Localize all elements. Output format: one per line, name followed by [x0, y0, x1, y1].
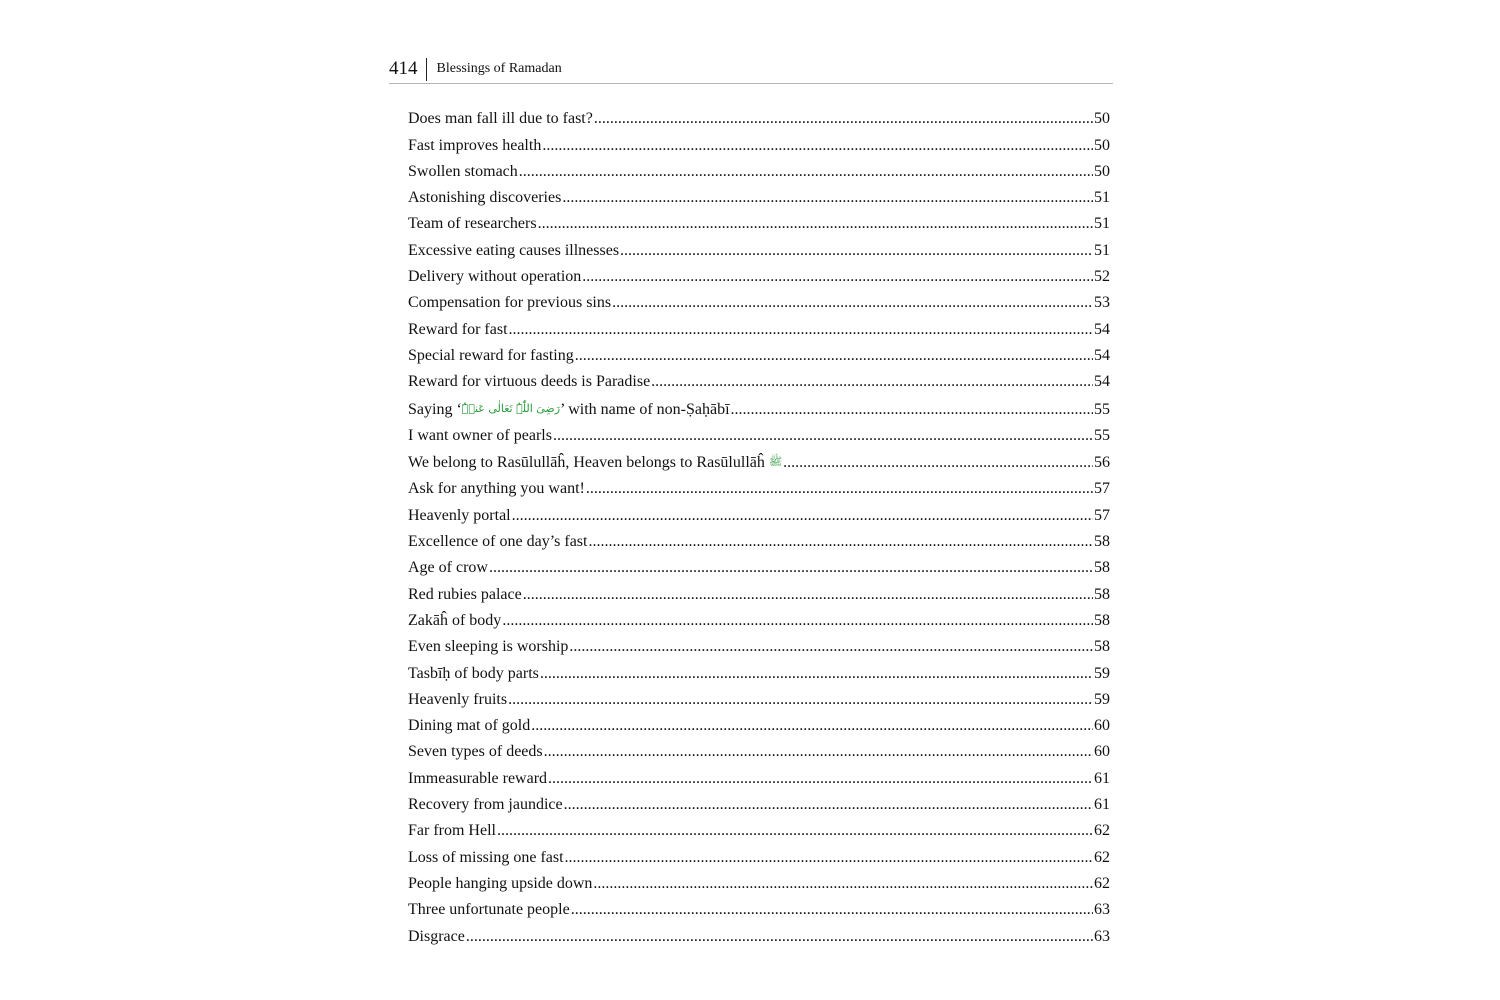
- dot-leader: [502, 611, 1093, 631]
- toc-entry-title: Seven types of deeds: [408, 743, 543, 761]
- toc-entry-title: Excessive eating causes illnesses: [408, 241, 620, 259]
- toc-entry-title: Swollen stomach: [408, 162, 518, 180]
- toc-entry-title-after: ’ with name of non-Ṣaḥābī: [560, 400, 730, 418]
- dot-leader: [512, 506, 1093, 526]
- toc-entry: [408, 208, 1110, 234]
- toc-entry-page: 63: [1094, 927, 1110, 945]
- dot-leader: [508, 690, 1093, 710]
- toc-entry-title: [408, 399, 731, 420]
- toc-entry: [408, 129, 1110, 155]
- dot-leader: [553, 426, 1093, 446]
- toc-entry: [408, 631, 1110, 657]
- dot-leader: [489, 558, 1093, 578]
- toc-entry: [408, 526, 1110, 552]
- toc-entry: [408, 657, 1110, 683]
- toc-entry-page: 63: [1094, 901, 1110, 919]
- toc-entry-title: Team of researchers: [408, 215, 537, 233]
- toc-entry: [408, 499, 1110, 525]
- toc-entry: [408, 420, 1110, 446]
- salutation-symbol: ﷺ: [768, 455, 783, 469]
- toc-entry: [408, 789, 1110, 815]
- toc-entry-page: 62: [1094, 874, 1110, 892]
- honorific-phrase: رَضِیَ اللّٰہُ تَعَالٰی عَنۡہُ: [461, 401, 561, 415]
- toc-entry-title: Reward for virtuous deeds is Paradise: [408, 373, 651, 391]
- toc-entry: [408, 841, 1110, 867]
- toc-entry-page: 57: [1094, 480, 1110, 498]
- toc-entry-page: 62: [1094, 848, 1110, 866]
- toc-entry: [408, 736, 1110, 762]
- dot-leader: [612, 293, 1093, 313]
- toc-entry-title: Special reward for fasting: [408, 346, 574, 364]
- toc-entry-page: 59: [1094, 664, 1110, 682]
- toc-entry: [408, 340, 1110, 366]
- toc-entry-page: 59: [1094, 690, 1110, 708]
- toc-entry: [408, 815, 1110, 841]
- toc-entry-title: Astonishing discoveries: [408, 189, 562, 207]
- dot-leader: [594, 109, 1093, 129]
- toc-entry-page: 58: [1094, 559, 1110, 577]
- table-of-contents: [408, 103, 1110, 947]
- toc-entry-title: Zakāĥ of body: [408, 611, 502, 629]
- toc-entry-title: Age of crow: [408, 559, 488, 577]
- toc-entry: [408, 868, 1110, 894]
- toc-entry: [408, 261, 1110, 287]
- toc-entry: [408, 920, 1110, 946]
- toc-entry-title: Delivery without operation: [408, 268, 582, 286]
- toc-entry: [408, 552, 1110, 578]
- toc-entry-page: 60: [1094, 717, 1110, 735]
- toc-entry: [408, 156, 1110, 182]
- toc-entry-page: 53: [1094, 294, 1110, 312]
- toc-entry-page: 58: [1094, 638, 1110, 656]
- toc-entry-title: Heavenly fruits: [408, 690, 508, 708]
- dot-leader: [731, 400, 1093, 420]
- toc-entry-page: 51: [1094, 189, 1110, 207]
- dot-leader: [519, 162, 1093, 182]
- toc-entry: [408, 287, 1110, 313]
- toc-entry: [408, 313, 1110, 339]
- toc-entry-title: Red rubies palace: [408, 585, 522, 603]
- toc-entry: [408, 366, 1110, 392]
- toc-entry: [408, 578, 1110, 604]
- toc-entry-title: Even sleeping is worship: [408, 638, 569, 656]
- toc-entry-title: Excellence of one day’s fast: [408, 533, 588, 551]
- toc-entry-page: 54: [1094, 373, 1110, 391]
- toc-entry-page: 57: [1094, 506, 1110, 524]
- dot-leader: [571, 900, 1093, 920]
- toc-entry: [408, 684, 1110, 710]
- running-header: [389, 55, 1113, 84]
- toc-entry-page: 62: [1094, 822, 1110, 840]
- dot-leader: [575, 346, 1093, 366]
- toc-entry: [408, 446, 1110, 473]
- toc-entry-page: 50: [1094, 136, 1110, 154]
- toc-entry-page: 50: [1094, 162, 1110, 180]
- toc-entry-page: 56: [1094, 454, 1110, 472]
- toc-entry-page: 58: [1094, 585, 1110, 603]
- dot-leader: [562, 188, 1093, 208]
- toc-entry-title: Heavenly portal: [408, 506, 511, 524]
- toc-entry-title: Does man fall ill due to fast?: [408, 110, 593, 128]
- dot-leader: [620, 241, 1093, 261]
- toc-entry-title: I want owner of pearls: [408, 426, 552, 444]
- dot-leader: [588, 532, 1093, 552]
- dot-leader: [509, 320, 1093, 340]
- dot-leader: [538, 214, 1093, 234]
- toc-entry-title-before: Saying ‘: [408, 400, 462, 418]
- toc-entry-title: Disgrace: [408, 927, 465, 945]
- dot-leader: [593, 874, 1093, 894]
- dot-leader: [497, 821, 1093, 841]
- dot-leader: [565, 848, 1093, 868]
- toc-entry-page: 61: [1094, 796, 1110, 814]
- toc-entry: [408, 182, 1110, 208]
- toc-entry-title: Compensation for previous sins: [408, 294, 612, 312]
- toc-entry-page: 54: [1094, 346, 1110, 364]
- toc-entry-page: 54: [1094, 320, 1110, 338]
- dot-leader: [651, 372, 1093, 392]
- toc-entry: [408, 605, 1110, 631]
- dot-leader: [540, 664, 1093, 684]
- toc-entry-title: Far from Hell: [408, 822, 496, 840]
- toc-entry-title: People hanging upside down: [408, 874, 593, 892]
- toc-entry-title: Three unfortunate people: [408, 901, 570, 919]
- toc-entry-page: 55: [1094, 400, 1110, 418]
- toc-entry-title: Reward for fast: [408, 320, 508, 338]
- toc-entry-page: 61: [1094, 769, 1110, 787]
- toc-entry-page: 52: [1094, 268, 1110, 286]
- dot-leader: [783, 453, 1093, 473]
- dot-leader: [586, 479, 1093, 499]
- toc-entry-page: 55: [1094, 426, 1110, 444]
- toc-entry: [408, 894, 1110, 920]
- toc-entry-title: [408, 452, 783, 473]
- toc-entry-page: 51: [1094, 215, 1110, 233]
- dot-leader: [548, 769, 1093, 789]
- dot-leader: [542, 136, 1093, 156]
- toc-entry-title: Dining mat of gold: [408, 717, 531, 735]
- dot-leader: [523, 585, 1093, 605]
- toc-entry: [408, 762, 1110, 788]
- dot-leader: [466, 927, 1093, 947]
- toc-entry-title: Immeasurable reward: [408, 769, 548, 787]
- dot-leader: [582, 267, 1093, 287]
- toc-entry-title: Tasbīḥ of body parts: [408, 664, 539, 682]
- toc-entry: [408, 710, 1110, 736]
- toc-entry-title: Loss of missing one fast: [408, 848, 564, 866]
- dot-leader: [564, 795, 1093, 815]
- toc-entry-page: 58: [1094, 533, 1110, 551]
- toc-entry: [408, 103, 1110, 129]
- toc-entry: [408, 473, 1110, 499]
- book-title: Blessings of Ramadan: [436, 61, 562, 76]
- toc-entry-page: 58: [1094, 611, 1110, 629]
- toc-entry: [408, 234, 1110, 260]
- toc-entry-page: 50: [1094, 110, 1110, 128]
- toc-entry-title: Fast improves health: [408, 136, 542, 154]
- toc-entry-page: 51: [1094, 241, 1110, 259]
- toc-entry-title-text: We belong to Rasūlullāĥ, Heaven belongs to Rasūlullāĥ: [408, 454, 765, 472]
- dot-leader: [531, 716, 1093, 736]
- header-divider: [426, 58, 427, 81]
- toc-entry-page: 60: [1094, 743, 1110, 761]
- page-number: 414: [389, 58, 418, 79]
- dot-leader: [544, 742, 1093, 762]
- toc-entry-title: Ask for anything you want!: [408, 480, 585, 498]
- dot-leader: [569, 637, 1093, 657]
- toc-entry: [408, 392, 1110, 419]
- toc-entry-title: Recovery from jaundice: [408, 796, 563, 814]
